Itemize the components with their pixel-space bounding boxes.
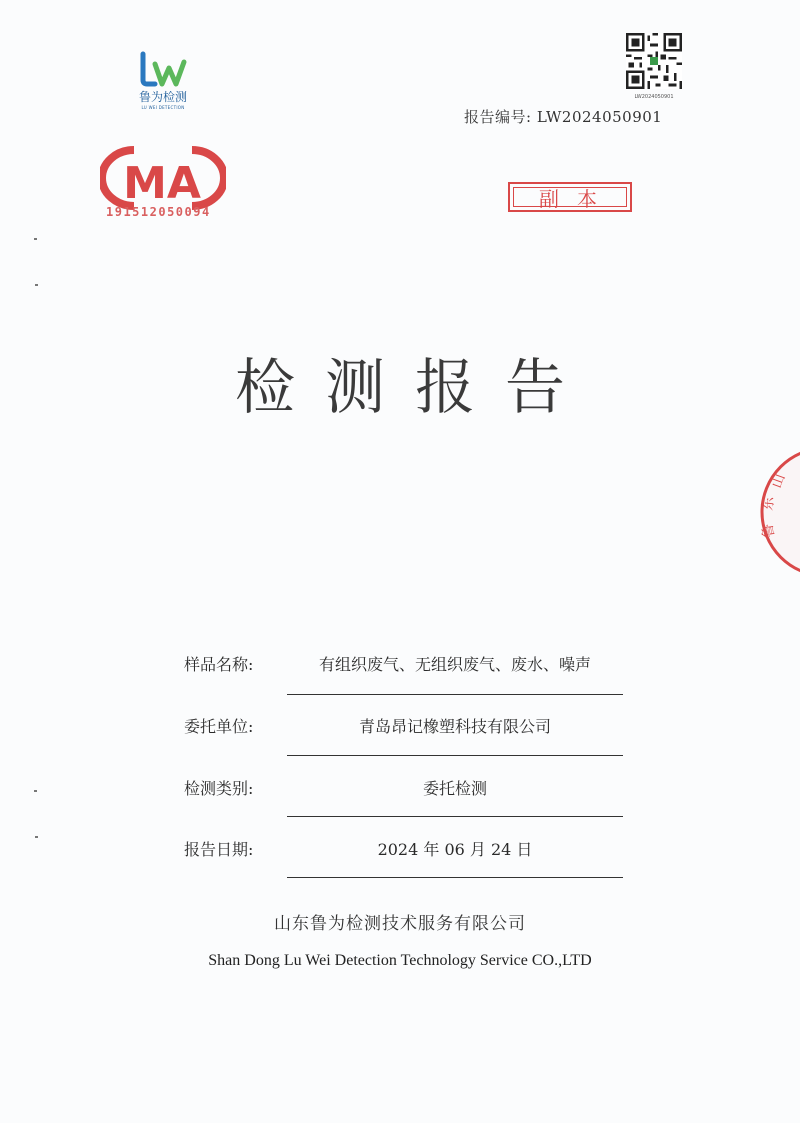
svg-text:山: 山 bbox=[768, 471, 789, 491]
logo-name-en: LU WEI DETECTION bbox=[141, 105, 185, 110]
scan-speck bbox=[35, 836, 38, 838]
field-label-client: 委托单位: bbox=[184, 717, 254, 736]
report-number bbox=[464, 106, 662, 127]
field-underline bbox=[287, 877, 623, 878]
page-title: 检测报告 bbox=[235, 353, 595, 423]
field-label-sample-name: 样品名称: bbox=[184, 655, 254, 674]
field-value-test-type: 委托检测 bbox=[422, 779, 487, 798]
scan-speck bbox=[35, 284, 38, 286]
qr-caption: LW2024050901 bbox=[634, 94, 674, 100]
field-underline bbox=[287, 816, 623, 817]
field-label-report-date: 报告日期: bbox=[184, 840, 254, 859]
field-value-client: 青岛昂记橡塑科技有限公司 bbox=[358, 717, 551, 736]
field-underline bbox=[287, 694, 623, 695]
logo-name-cn: 鲁为检测 bbox=[138, 90, 187, 104]
field-value-sample-name: 有组织废气、无组织废气、废水、噪声 bbox=[318, 655, 591, 674]
report-number-label: 报告编号: bbox=[464, 108, 532, 126]
copy-stamp-text: 副本 bbox=[539, 187, 615, 211]
company-seal-icon bbox=[758, 445, 800, 579]
svg-text:东: 东 bbox=[760, 496, 778, 512]
field-label-test-type: 检测类别: bbox=[184, 779, 254, 798]
svg-text:鲁: 鲁 bbox=[759, 522, 778, 540]
cma-number: 191512050094 bbox=[106, 205, 211, 219]
copy-stamp bbox=[508, 182, 632, 212]
company-name-cn: 山东鲁为检测技术服务有限公司 bbox=[274, 914, 526, 934]
company-name-en: Shan Dong Lu Wei Detection Technology Service CO.,LTD bbox=[208, 952, 592, 969]
qr-code-icon bbox=[626, 33, 682, 89]
field-value-report-date: 2024 年 06 月 24 日 bbox=[377, 840, 533, 859]
scan-speck bbox=[34, 790, 37, 792]
report-number-value: LW2024050901 bbox=[536, 108, 663, 126]
scan-speck bbox=[34, 238, 37, 240]
company-logo bbox=[118, 50, 208, 120]
cma-text: MA bbox=[123, 158, 201, 209]
field-underline bbox=[287, 755, 623, 756]
lw-logo-icon bbox=[137, 50, 189, 90]
